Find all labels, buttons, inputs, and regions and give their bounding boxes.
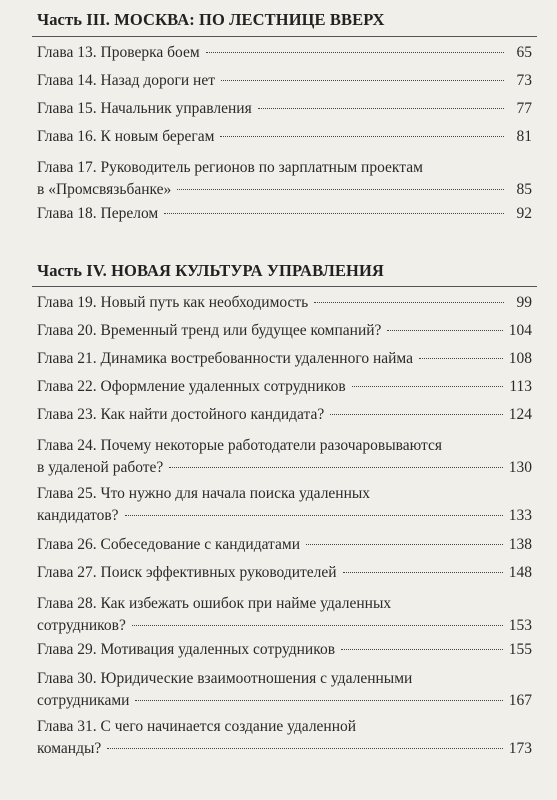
dot-leader: [419, 358, 503, 359]
toc-entry: [37, 593, 532, 637]
entry-title-cont: в удаленой работе?: [37, 459, 164, 476]
toc-entry: [37, 42, 532, 64]
toc-entry: [37, 203, 532, 225]
page-number: 104: [508, 322, 532, 339]
page-number: 153: [508, 617, 532, 634]
toc-entry: [37, 668, 532, 712]
page-number: 85: [516, 181, 532, 198]
entry-title: Глава 24. Почему некоторые работодатели разочаровываются: [37, 437, 442, 454]
entry-title: Глава 28. Как избежать ошибок при найме удаленных: [37, 595, 392, 612]
page-number: 65: [516, 44, 532, 61]
page-number: 138: [508, 536, 532, 553]
dot-leader: [314, 302, 504, 303]
dot-leader: [206, 52, 504, 53]
page-number: 124: [508, 406, 532, 423]
toc-entry: [37, 348, 532, 370]
entry-title-cont: сотрудниками: [37, 692, 130, 709]
entry-title: Глава 18. Перелом: [37, 205, 159, 222]
entry-title: Глава 16. К новым берегам: [37, 128, 215, 145]
dot-leader: [177, 189, 504, 190]
entry-title: Глава 21. Динамика востребованности удаленного найма: [37, 350, 414, 367]
part-divider: [32, 286, 537, 287]
dot-leader: [341, 649, 503, 650]
dot-leader: [387, 330, 502, 331]
toc-entry: [37, 292, 532, 314]
page-number: 130: [508, 459, 532, 476]
toc-entry: [37, 157, 532, 201]
page-number: 148: [508, 564, 532, 581]
dot-leader: [164, 213, 504, 214]
part-title: Часть III. МОСКВА: ПО ЛЕСТНИЦЕ ВВЕРХ: [37, 10, 385, 29]
toc-entry: [37, 639, 532, 661]
page-number: 133: [508, 507, 532, 524]
toc-entry: [37, 126, 532, 148]
entry-title: Глава 14. Назад дороги нет: [37, 72, 215, 89]
dot-leader: [220, 136, 504, 137]
toc-entry: [37, 70, 532, 92]
entry-title: Глава 20. Временный тренд или будущее компаний?: [37, 322, 382, 339]
toc-entry: [37, 483, 532, 527]
toc-entry: [37, 376, 532, 398]
part-title: Часть IV. НОВАЯ КУЛЬТУРА УПРАВЛЕНИЯ: [37, 261, 384, 280]
dot-leader: [221, 80, 504, 81]
toc-entry: [37, 534, 532, 556]
dot-leader: [330, 414, 502, 415]
part-divider: [32, 36, 537, 37]
entry-title: Глава 17. Руководитель регионов по зарплатным проектам: [37, 159, 423, 176]
entry-title: Глава 13. Проверка боем: [37, 44, 200, 61]
toc-entry: [37, 320, 532, 342]
entry-title: Глава 23. Как найти достойного кандидата?: [37, 406, 325, 423]
dot-leader: [135, 700, 502, 701]
dot-leader: [306, 544, 503, 545]
page-number: 113: [509, 378, 532, 395]
entry-title-cont: сотрудников?: [37, 617, 126, 634]
toc-entry: [37, 562, 532, 584]
toc-entry: [37, 435, 532, 479]
page-number: 99: [516, 294, 532, 311]
dot-leader: [132, 625, 503, 626]
page-number: 92: [516, 205, 532, 222]
dot-leader: [258, 108, 504, 109]
toc-entry: [37, 716, 532, 760]
dot-leader: [169, 467, 502, 468]
entry-title: Глава 19. Новый путь как необходимость: [37, 294, 309, 311]
toc-entry: [37, 98, 532, 120]
dot-leader: [343, 572, 503, 573]
entry-title-cont: команды?: [37, 740, 102, 757]
toc-entry: [37, 404, 532, 426]
entry-title: Глава 27. Поиск эффективных руководителей: [37, 564, 337, 581]
entry-title-cont: кандидатов?: [37, 507, 119, 524]
dot-leader: [352, 386, 504, 387]
entry-title: Глава 30. Юридические взаимоотношения с удаленными: [37, 670, 413, 687]
dot-leader: [107, 748, 502, 749]
entry-title: Глава 31. С чего начинается создание удаленной: [37, 718, 357, 735]
dot-leader: [125, 515, 503, 516]
page-number: 155: [508, 641, 532, 658]
entry-title: Глава 29. Мотивация удаленных сотрудников: [37, 641, 336, 658]
page-number: 81: [516, 128, 532, 145]
page-number: 173: [508, 740, 532, 757]
entry-title-cont: в «Промсвязьбанке»: [37, 181, 172, 198]
page-number: 167: [508, 692, 532, 709]
entry-title: Глава 15. Начальник управления: [37, 100, 252, 117]
page-number: 77: [516, 100, 532, 117]
page-number: 73: [516, 72, 532, 89]
entry-title: Глава 25. Что нужно для начала поиска удаленных: [37, 485, 371, 502]
entry-title: Глава 26. Собеседование с кандидатами: [37, 536, 301, 553]
entry-title: Глава 22. Оформление удаленных сотрудников: [37, 378, 346, 395]
page-number: 108: [508, 350, 532, 367]
